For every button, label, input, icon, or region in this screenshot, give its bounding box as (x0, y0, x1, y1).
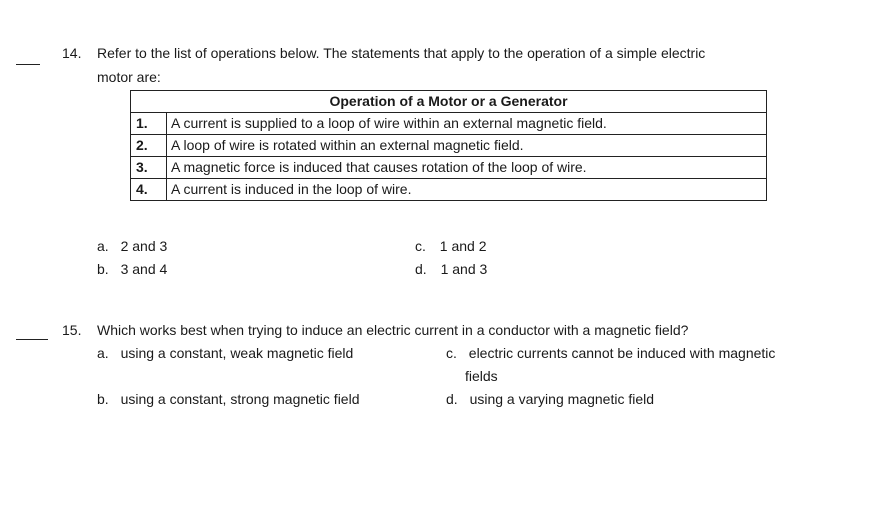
row-number: 3. (131, 157, 167, 179)
choice-text: using a varying magnetic field (469, 391, 655, 407)
q15-choice-c-continued: fields (465, 368, 498, 384)
row-number: 4. (131, 179, 167, 201)
table-row (131, 179, 767, 201)
row-text: A magnetic force is induced that causes rotation of the loop of wire. (167, 157, 767, 179)
choice-text: using a constant, strong magnetic field (120, 391, 360, 407)
table-row (131, 135, 767, 157)
q14-choice-b[interactable] (97, 261, 167, 277)
choice-letter: b. (97, 391, 109, 407)
choice-text: 3 and 4 (120, 261, 168, 277)
choice-letter: b. (97, 261, 109, 277)
q14-choice-d[interactable] (415, 261, 487, 277)
row-text: A loop of wire is rotated within an external magnetic field. (167, 135, 767, 157)
choice-text-line1: electric currents cannot be induced with magnetic (468, 345, 776, 361)
choice-letter: d. (446, 391, 458, 407)
q15-answer-blank[interactable] (16, 339, 48, 340)
choice-letter: d. (415, 261, 427, 277)
table-row (131, 157, 767, 179)
q14-choice-a[interactable] (97, 238, 167, 254)
choice-letter: c. (446, 345, 457, 361)
choice-text: 1 and 3 (440, 261, 488, 277)
q15-choice-a[interactable] (97, 345, 353, 361)
choice-letter: c. (415, 238, 426, 254)
choice-letter: a. (97, 238, 109, 254)
table-header: Operation of a Motor or a Generator (131, 91, 767, 113)
q15-choice-d[interactable] (446, 391, 654, 407)
row-text: A current is induced in the loop of wire. (167, 179, 767, 201)
choice-text: 1 and 2 (439, 238, 487, 254)
table-header-row (131, 91, 767, 113)
q15-choice-c[interactable] (446, 345, 775, 361)
q14-number: 14. (62, 45, 82, 61)
choice-letter: a. (97, 345, 109, 361)
choice-text: 2 and 3 (120, 238, 168, 254)
q15-question: Which works best when trying to induce an electric current in a conductor with a magnetic field? (97, 322, 689, 338)
choice-text: using a constant, weak magnetic field (120, 345, 354, 361)
q14-choice-c[interactable] (415, 238, 487, 254)
row-number: 2. (131, 135, 167, 157)
q15-choice-b[interactable] (97, 391, 360, 407)
q14-answer-blank[interactable] (16, 64, 40, 65)
q14-question-line2: motor are: (97, 69, 161, 85)
row-text: A current is supplied to a loop of wire within an external magnetic field. (167, 113, 767, 135)
row-number: 1. (131, 113, 167, 135)
q15-number: 15. (62, 322, 82, 338)
q14-question-line1: Refer to the list of operations below. The statements that apply to the operation of a simple electric (97, 45, 706, 61)
table-row (131, 113, 767, 135)
operations-table (130, 90, 767, 201)
